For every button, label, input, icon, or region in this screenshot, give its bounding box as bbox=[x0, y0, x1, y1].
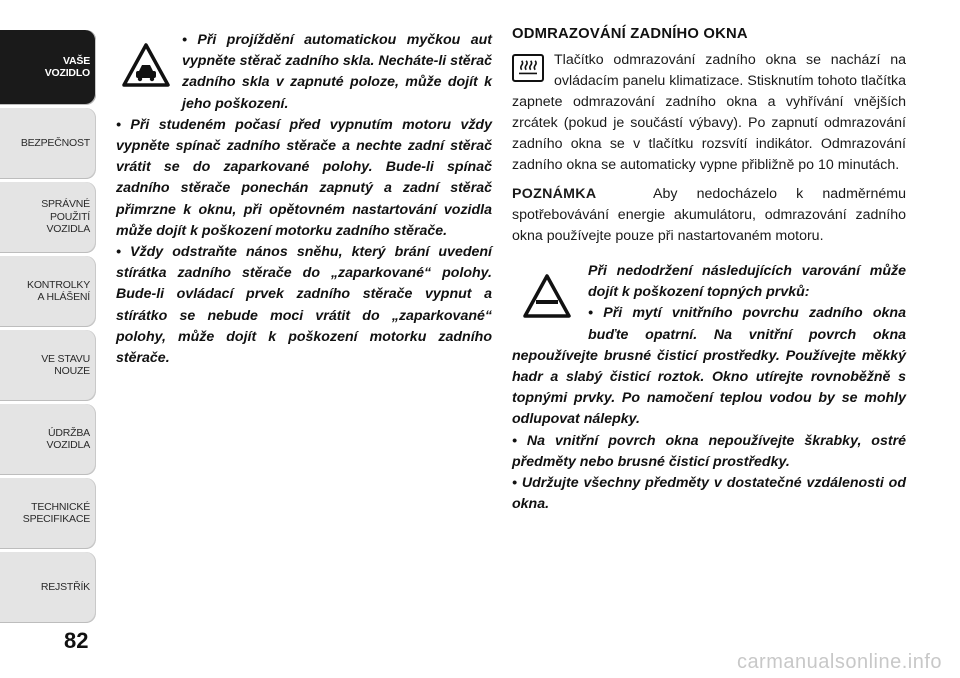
tab-ve-stavu-nouze[interactable]: VE STAVU NOUZE bbox=[0, 330, 96, 400]
defrost-description bbox=[512, 50, 906, 176]
defrost-body-text: Tlačítko odmrazování zadního okna se nachází na ovládacím panelu klimatizace. Stisknutím tohoto tlačítka zapnete odmrazování zadního okna a vyhřívání vnějších zrcátek (pokud je součástí výbavy). Po zapnutí odmrazování zadního okna se v tlačítku rozsvítí indikátor. Odmrazování zadního okna se automaticky vypne přibližně po 10 minutách. bbox=[512, 52, 906, 173]
section-heading: ODMRAZOVÁNÍ ZADNÍHO OKNA bbox=[512, 26, 748, 42]
wiper-warning-block bbox=[116, 30, 492, 369]
defrost-warning-intro: Při nedodržení následujících varování může dojít k poškození topných prvků: bbox=[588, 263, 906, 301]
tab-kontrolky[interactable]: KONTROLKY A HLÁŠENÍ bbox=[0, 256, 96, 326]
defrost-warning-item-1: • Při mytí vnitřního povrchu zadního okna buďte opatrní. Na vnitřní povrch okna nepoužívejte brusné čisticí prostředky. Používejte měkký hadr a slabý čisticí roztok. Okno utírejte rovnoběžně s topnými prvky. Po namočení teplou vodou by se mohly odlupovat nálepky. bbox=[512, 305, 906, 428]
tab-rejstrik[interactable]: REJSTŘÍK bbox=[0, 552, 96, 622]
wiper-warning-paragraph-3: • Vždy odstraňte nános sněhu, který brání uvedení stírátka zadního stěrače do „zaparkované“ polohy. Bude-li ovládací prvek zadního stěrače vypnut a stírátko se nebude moci vrátit do „zaparkované“ polohy, může dojít k poškození motorku zadního stěrače. bbox=[116, 244, 492, 367]
note-paragraph bbox=[512, 184, 906, 247]
note-label: POZNÁMKA bbox=[512, 186, 597, 202]
warning-triangle-icon bbox=[512, 267, 582, 325]
note-text: Aby nedocházelo k nadměrnému spotřebovávání energie akumulátoru, odmrazování zadního okna používejte pouze při nastartovaném motoru. bbox=[512, 186, 906, 244]
defrost-warning-item-3: • Udržujte všechny předměty v dostatečné vzdálenosti od okna. bbox=[512, 475, 906, 513]
defrost-warning-block bbox=[512, 261, 906, 515]
wiper-warning-paragraph-2: • Při studeném počasí před vypnutím motoru vždy vypněte spínač zadního stěrače a nechte zadní stěrač vrátit se do zaparkované polohy. Bude-li spínač zadního stěrače ponechán zapnutý a zadní stěrač přimrzne k oknu, při opětovném nastartování vozidla může dojít k poškození motorku zadního stěrače. bbox=[116, 116, 492, 239]
wiper-warning-paragraph-1: • Při projíždění automatickou myčkou aut vypněte stěrač zadního skla. Necháte-li stěrač zadního skla v zapnuté poloze, může dojít k jeho poškození. bbox=[182, 32, 492, 112]
tab-technicke-specifikace[interactable]: TECHNICKÉ SPECIFIKACE bbox=[0, 478, 96, 548]
right-column bbox=[512, 26, 906, 515]
left-column bbox=[116, 30, 492, 369]
rear-defrost-icon bbox=[512, 54, 544, 82]
warning-triangle-car-icon bbox=[116, 36, 176, 94]
defrost-warning-item-2: • Na vnitřní povrch okna nepoužívejte škrabky, ostré předměty nebo brusné čisticí prostředky. bbox=[512, 432, 906, 470]
chapter-sidebar bbox=[0, 0, 100, 678]
tab-udrzba[interactable]: ÚDRŽBA VOZIDLA bbox=[0, 404, 96, 474]
tab-bezpecnost[interactable]: BEZPEČNOST bbox=[0, 108, 96, 178]
page-number: 82 bbox=[64, 628, 89, 653]
tab-spravne-pouziti[interactable]: SPRÁVNÉ POUŽITÍ VOZIDLA bbox=[0, 182, 96, 252]
tab-vase-vozidlo[interactable]: VAŠE VOZIDLO bbox=[0, 30, 96, 104]
watermark: carmanualsonline.info bbox=[736, 651, 942, 673]
